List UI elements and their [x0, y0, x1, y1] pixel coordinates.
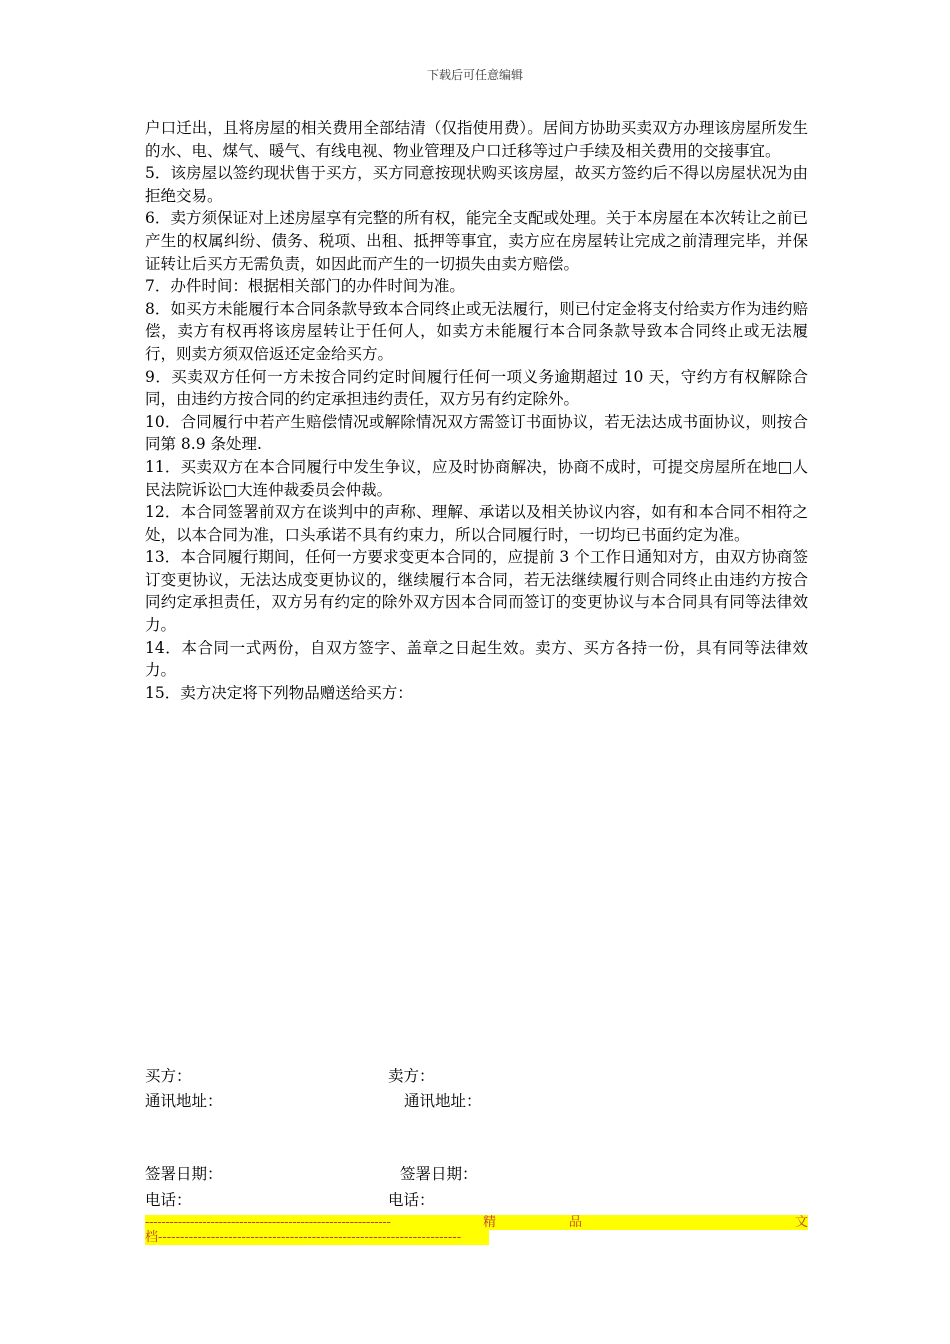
- clause-14: 14．本合同一式两份，自双方签字、盖章之日起生效。卖方、买方各持一份，具有同等法律效力。: [145, 638, 808, 680]
- buyer-phone-label: 电话：: [145, 1191, 192, 1209]
- page-header: 下载后可任意编辑: [426, 68, 523, 82]
- clause-7: 7．办件时间：根据相关部门的办件时间为准。: [145, 277, 465, 296]
- clause-6: 6．卖方须保证对上述房屋享有完整的所有权，能完全支配或处理。关于本房屋在本次转让之前已产生的权属纠纷、债务、税项、出租、抵押等事宜，卖方应在房屋转让完成之前清理完毕，并保证转让后买方无需负责，如因此而产生的一切损失由卖方赔偿。: [145, 209, 808, 273]
- clause-9: 9．买卖双方任何一方未按合同约定时间履行任何一项义务逾期超过 10 天，守约方有权解除合同，由违约方按合同的约定承担违约责任，双方另有约定除外。: [145, 367, 808, 409]
- seller-phone-label: 电话：: [388, 1191, 435, 1209]
- seller-date-label: 签署日期：: [400, 1165, 478, 1183]
- footer-watermark: [145, 1215, 808, 1249]
- clause-8: 8．如买方未能履行本合同条款导致本合同终止或无法履行，则已付定金将支付给卖方作为违约赔偿，卖方有权再将该房屋转让于任何人，如卖方未能履行本合同条款导致本合同终止或无法履行，则卖方须双倍返还定金给买方。: [145, 299, 808, 363]
- clause-15: 15．卖方决定将下列物品赠送给买方：: [145, 683, 413, 702]
- paragraph-continuation: 户口迁出，且将房屋的相关费用全部结清（仅指使用费）。居间方协助买卖双方办理该房屋所发生的水、电、煤气、暖气、有线电视、物业管理及户口迁移等过户手续及相关费用的交接事宜。: [145, 119, 808, 160]
- clause-12: 12．本合同签署前双方在谈判中的声称、理解、承诺以及相关协议内容，如有和本合同不相符之处，以本合同为准，口头承诺不具有约束力，所以合同履行时，一切均已书面约定为准。: [145, 503, 808, 544]
- buyer-date-label: 签署日期：: [145, 1165, 223, 1183]
- contract-body: [145, 117, 808, 704]
- seller-address-label: 通讯地址：: [404, 1092, 482, 1110]
- buyer-address-label: 通讯地址：: [145, 1092, 223, 1110]
- buyer-label: 买方：: [145, 1067, 192, 1085]
- clause-10: 10．合同履行中若产生赔偿情况或解除情况双方需签订书面协议，若无法达成书面协议，则按合同第 8.9 条处理.: [145, 412, 808, 454]
- footer-char-3: 文: [794, 1215, 808, 1230]
- clause-13: 13．本合同履行期间，任何一方要求变更本合同的，应提前 3 个工作日通知对方，由双方协商签订变更协议，无法达成变更协议的，继续履行本合同，若无法继续履行则合同终止由违约方按合同约定承担责任，双方另有约定的除外双方因本合同而签订的变更协议与本合同具有同等法律效力。: [145, 548, 808, 635]
- clause-5: 5．该房屋以签约现状售于买方，买方同意按现状购买该房屋，故买方签约后不得以房屋状况为由拒绝交易。: [145, 164, 808, 205]
- footer-char-1: 精: [483, 1215, 497, 1230]
- seller-label: 卖方：: [388, 1067, 435, 1085]
- footer-line-1: [145, 1215, 808, 1230]
- clause-11: 11．买卖双方在本合同履行中发生争议，应及时协商解决，协商不成时，可提交房屋所在地□人民法院诉讼□大连仲裁委员会仲裁。: [145, 457, 808, 499]
- footer-line-2: 档---------------------------------------------------------------------: [145, 1230, 489, 1245]
- footer-dashes: ------------------------------------------------------------: [145, 1215, 391, 1230]
- footer-char-2: 品: [569, 1215, 583, 1230]
